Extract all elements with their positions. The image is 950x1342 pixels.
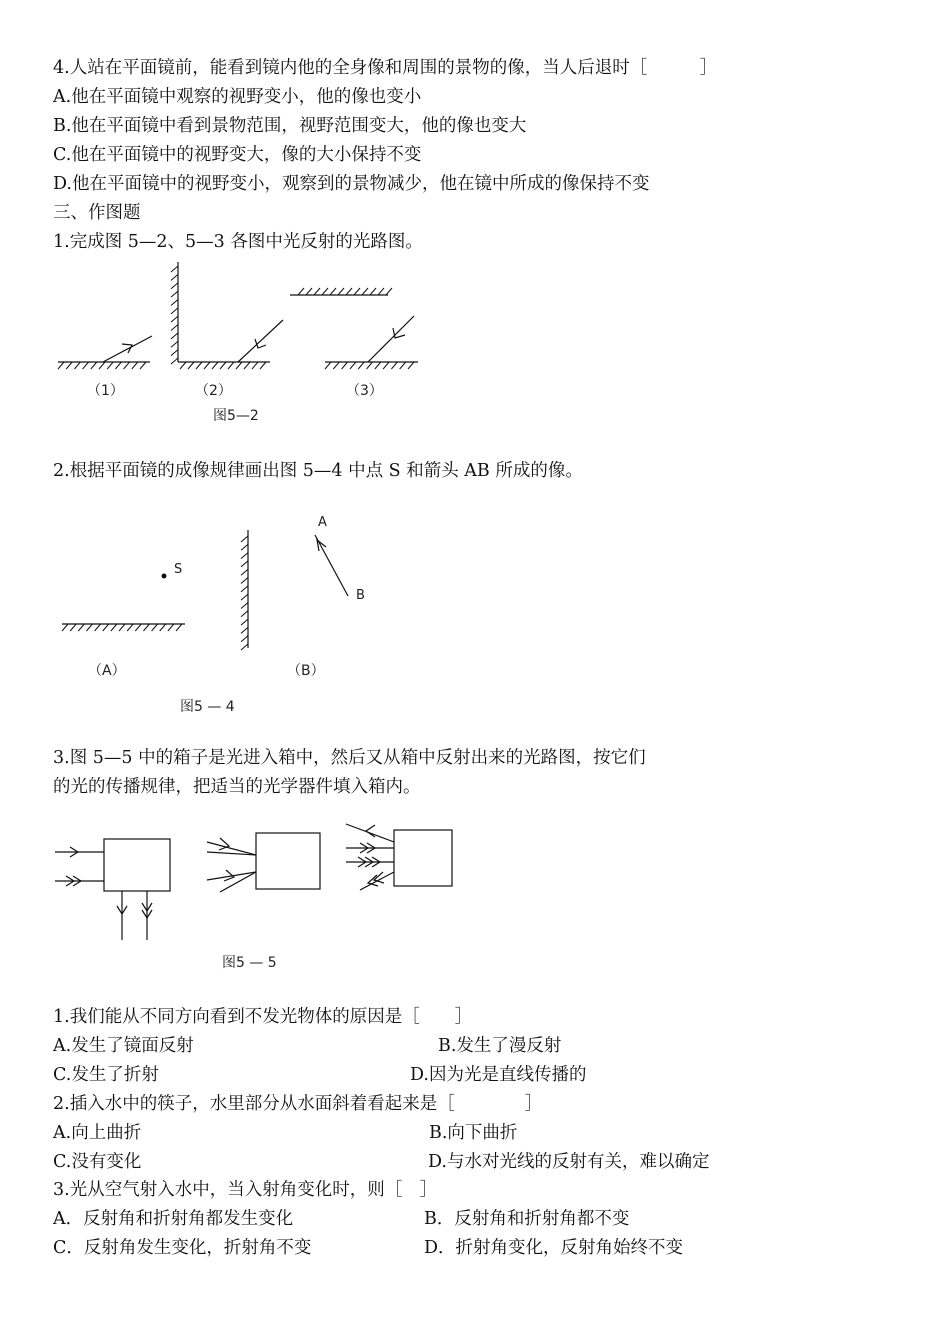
fig52-caption: 图5—2 — [213, 408, 259, 424]
q4-option-d: D.他在平面镜中的视野变小，观察到的景物减少，他在镜中所成的像保持不变 — [53, 174, 650, 194]
fig52-label-1: （1） — [87, 383, 124, 399]
q4-option-c: C.他在平面镜中的视野变大，像的大小保持不变 — [53, 145, 422, 165]
mc-q1-option-d: D.因为光是直线传播的 — [410, 1065, 587, 1085]
mc-q1-option-c: C.发生了折射 — [53, 1065, 159, 1085]
fig52-label-3: （3） — [346, 383, 383, 399]
mc-q3-option-c: C．反射角发生变化，折射角不变 — [53, 1238, 312, 1258]
mc-q2-stem: 2.插入水中的筷子，水里部分从水面斜着看起来是［ ］ — [53, 1094, 543, 1114]
fig54-label-b: （B） — [287, 663, 325, 679]
drawing-q3-line1: 3.图 5—5 中的箱子是光进入箱中，然后又从箱中反射出来的光路图，按它们 — [53, 748, 646, 768]
mc-q1-option-a: A.发生了镜面反射 — [53, 1036, 194, 1056]
mc-q2-option-a: A.向上曲折 — [53, 1123, 142, 1143]
drawing-q2-text: 2.根据平面镜的成像规律画出图 5—4 中点 S 和箭头 AB 所成的像。 — [53, 461, 583, 481]
arrow-label-a: A — [318, 515, 327, 530]
drawing-q1-text: 1.完成图 5—2、5—3 各图中光反射的光路图。 — [53, 232, 423, 252]
fig55-caption: 图5 — 5 — [222, 955, 277, 971]
mc-q3-stem: 3.光从空气射入水中，当入射角变化时，则［ ］ — [53, 1180, 438, 1200]
q4-option-b: B.他在平面镜中看到景物范围，视野范围变大，他的像也变大 — [53, 116, 527, 136]
mc-q3-option-d: D．折射角变化，反射角始终不变 — [424, 1238, 684, 1258]
mc-q2-option-b: B.向下曲折 — [429, 1123, 518, 1143]
box-2 — [256, 833, 320, 889]
fig54-label-a: （A） — [88, 663, 126, 679]
mc-q3-option-b: B．反射角和折射角都不变 — [424, 1209, 630, 1229]
q4-option-a: A.他在平面镜中观察的视野变小，他的像也变小 — [53, 87, 422, 107]
point-s-label: S — [174, 562, 183, 577]
q4-stem: 4.人站在平面镜前，能看到镜内他的全身像和周围的景物的像，当人后退时［ ］ — [53, 58, 718, 78]
mc-q2-option-c: C.没有变化 — [53, 1152, 142, 1172]
mc-q1-option-b: B.发生了漫反射 — [438, 1036, 562, 1056]
arrow-label-b: B — [356, 588, 365, 603]
box-3 — [394, 830, 452, 886]
mc-q1-stem: 1.我们能从不同方向看到不发光物体的原因是［ ］ — [53, 1007, 473, 1027]
box-1 — [104, 839, 170, 891]
drawing-q3-line2: 的光的传播规律，把适当的光学器件填入箱内。 — [53, 777, 421, 797]
fig54-caption: 图5 — 4 — [180, 699, 235, 715]
section-title: 三、作图题 — [53, 203, 141, 223]
mc-q2-option-d: D.与水对光线的反射有关，难以确定 — [428, 1152, 710, 1172]
mc-q3-option-a: A．反射角和折射角都发生变化 — [53, 1209, 294, 1229]
fig52-label-2: （2） — [195, 383, 232, 399]
